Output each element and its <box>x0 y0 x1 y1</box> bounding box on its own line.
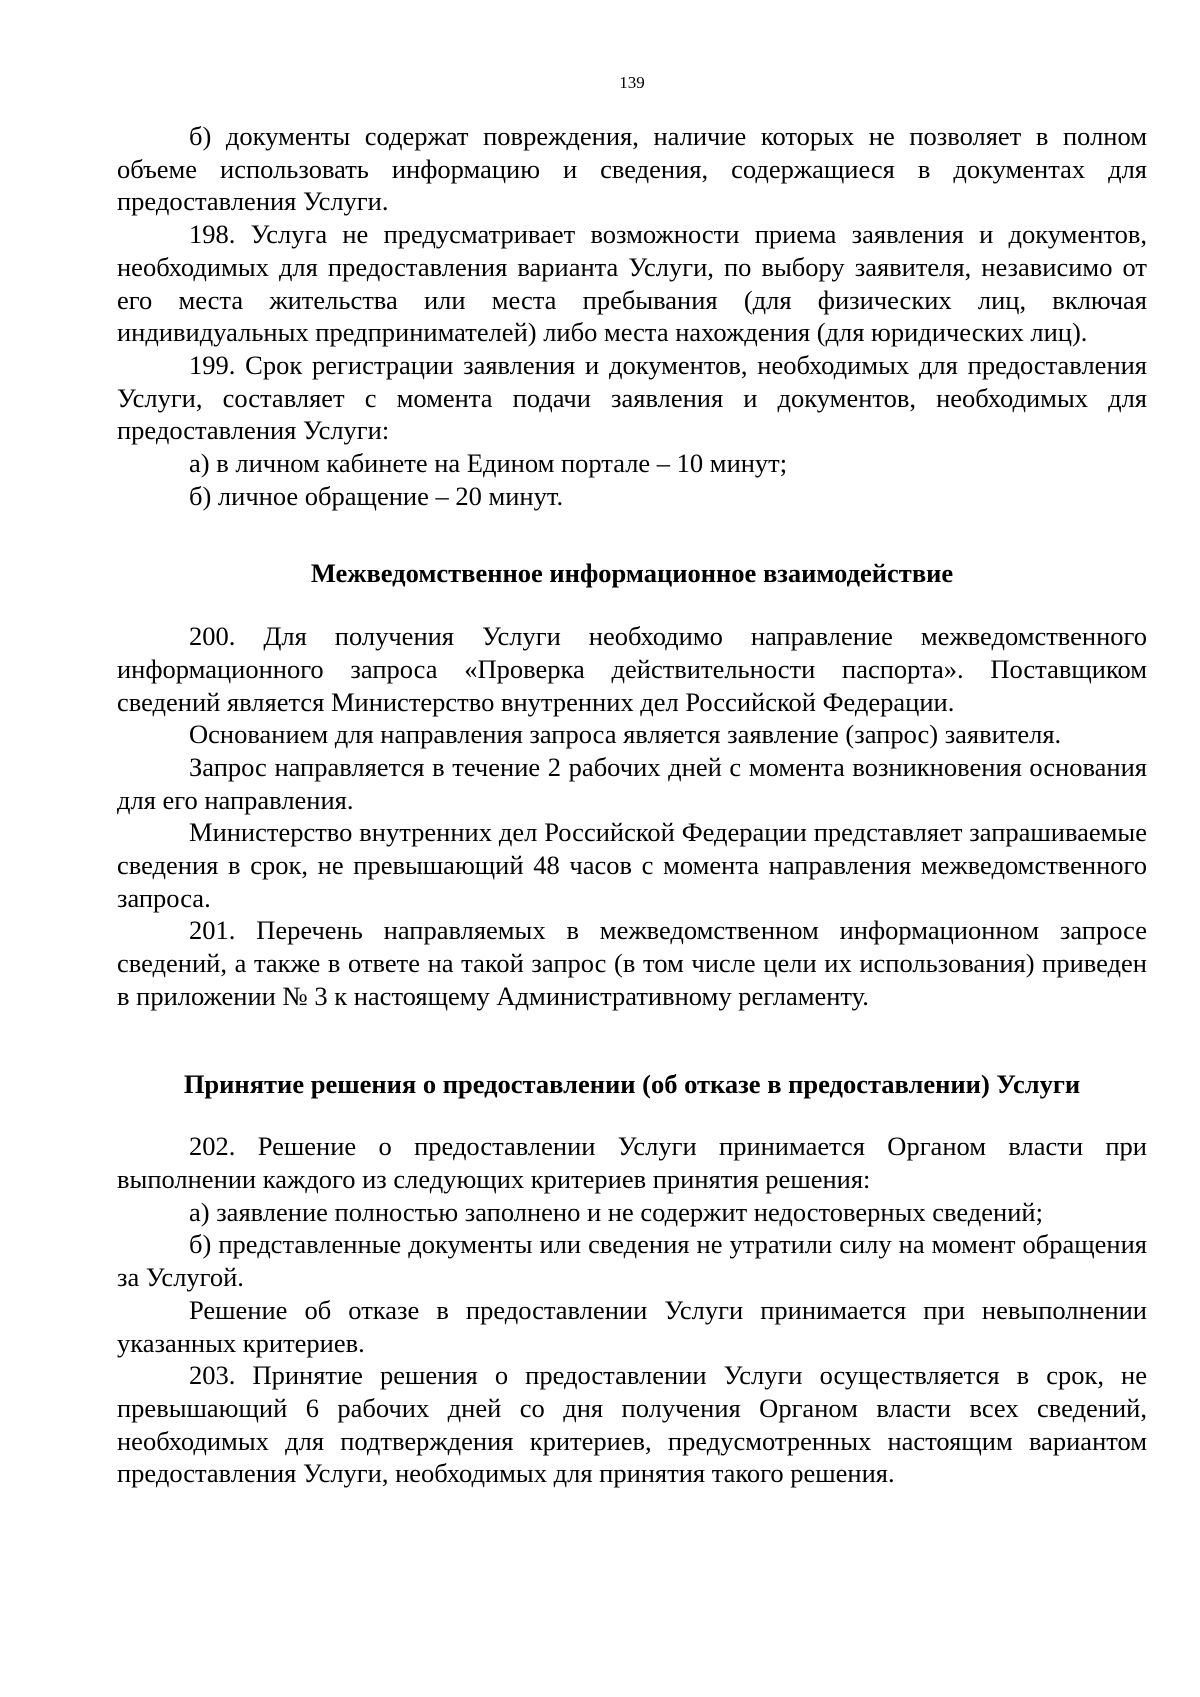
paragraph: 203. Принятие решения о предоставлении Услуги осуществляется в срок, не превышающий 6 рабочих дней со дня получения Органом власти всех сведений, необходимых для подтверждения критериев, предусмотренных настоящим вариантом предоставления Услуги, необходимых для принятия такого решения. <box>117 1360 1147 1489</box>
paragraph: Министерство внутренних дел Российской Федерации представляет запрашиваемые сведения в срок, не превышающий 48 часов с момента направления межведомственного запроса. <box>117 817 1147 913</box>
paragraph: Запрос направляется в течение 2 рабочих дней с момента возникновения основания для его направления. <box>117 751 1147 815</box>
paragraph: б) личное обращение – 20 минут. <box>189 480 564 511</box>
document-body <box>117 120 1147 1490</box>
paragraph: а) в личном кабинете на Едином портале – 10 минут; <box>189 448 788 479</box>
paragraph: 202. Решение о предоставлении Услуги принимается Органом власти при выполнении каждого из следующих критериев принятия решения: <box>117 1131 1147 1194</box>
paragraph: 199. Срок регистрации заявления и документов, необходимых для предоставления Услуги, составляет с момента подачи заявления и документов, необходимых для предоставления Услуги: <box>117 349 1147 446</box>
paragraph: Решение об отказе в предоставлении Услуги принимается при невыполнении указанных критериев. <box>117 1294 1147 1358</box>
page-number: 139 <box>619 73 645 92</box>
section-heading: Принятие решения о предоставлении (об отказе в предоставлении) Услуги <box>183 1068 1081 1099</box>
paragraph: 200. Для получения Услуги необходимо направление межведомственного информационного запроса «Проверка действительности паспорта». Поставщиком сведений является Министерство внутренних дел Российской Федерации. <box>117 621 1147 717</box>
paragraph: Основанием для направления запроса является заявление (запрос) заявителя. <box>189 719 1062 750</box>
section-heading: Межведомственное информационное взаимодействие <box>310 558 954 589</box>
paragraph: б) представленные документы или сведения не утратили силу на момент обращения за Услугой. <box>117 1229 1147 1293</box>
paragraph: 201. Перечень направляемых в межведомственном информационном запросе сведений, а также в ответе на такой запрос (в том числе цели их использования) приведен в приложении № 3 к настоящему Административному регламенту. <box>117 915 1147 1011</box>
paragraph: а) заявление полностью заполнено и не содержит недостоверных сведений; <box>189 1196 1043 1227</box>
paragraph: б) документы содержат повреждения, наличие которых не позволяет в полном объеме использовать информацию и сведения, содержащиеся в документах для предоставления Услуги. <box>117 121 1147 217</box>
paragraph: 198. Услуга не предусматривает возможности приема заявления и документов, необходимых для предоставления варианта Услуги, по выбору заявителя, независимо от его места жительства или места пребывания (для физических лиц, включая индивидуальных предпринимателей) либо места нахождения (для юридических лиц). <box>117 219 1147 348</box>
